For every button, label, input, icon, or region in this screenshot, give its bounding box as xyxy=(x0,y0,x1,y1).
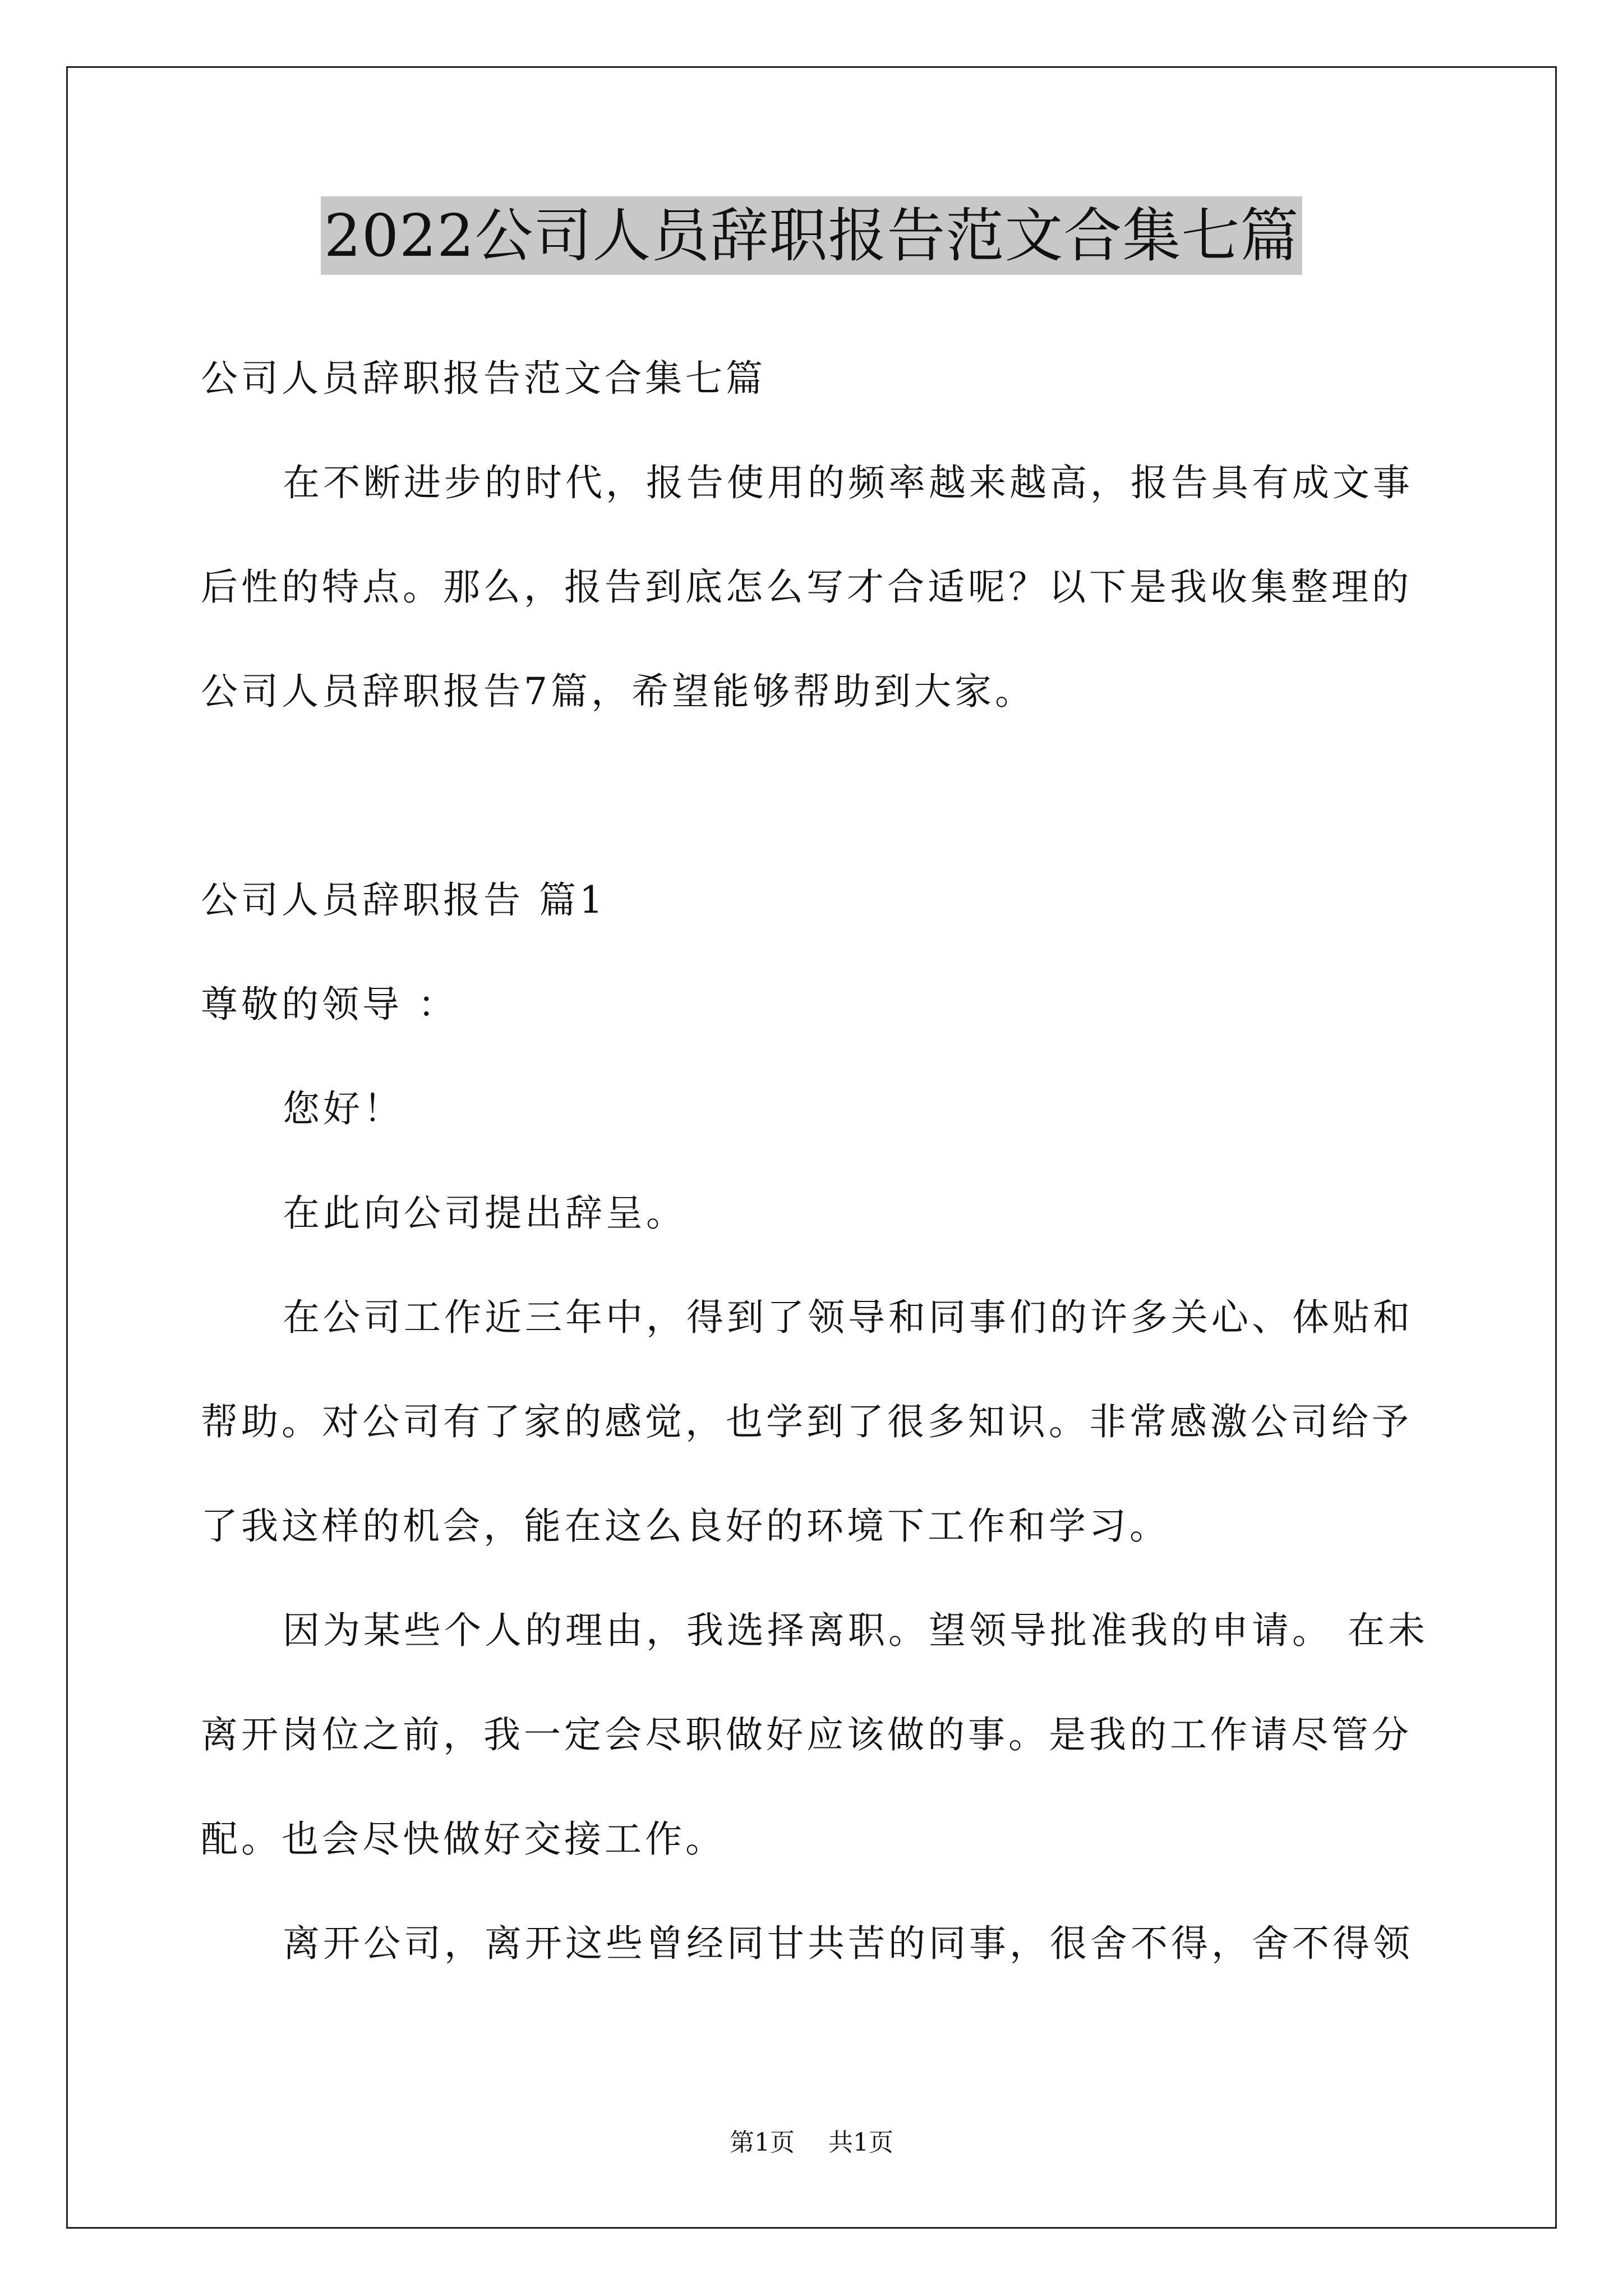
document-body xyxy=(201,348,1429,2017)
text-line: 在不断进步的时代，报告使用的频率越来越高，报告具有成文事 xyxy=(283,461,1413,504)
text-line: 公司人员辞职报告范文合集七篇 xyxy=(201,357,766,400)
text-line: 配。也会尽快做好交接工作。 xyxy=(201,1818,726,1861)
text-line: 公司人员辞职报告7篇，希望能够帮助到大家。 xyxy=(201,670,1035,713)
text-line: 帮助。对公司有了家的感觉，也学到了很多知识。非常感激公司给予 xyxy=(201,1400,1412,1443)
text-line: 因为某些个人的理由，我选择离职。望领导批准我的申请。 在未 xyxy=(283,1609,1428,1652)
text-line: 在此向公司提出辞呈。 xyxy=(283,1191,686,1235)
page-total: 共1页 xyxy=(828,2128,893,2157)
text-line: 在公司工作近三年中，得到了领导和同事们的许多关心、体贴和 xyxy=(283,1296,1413,1339)
page-footer xyxy=(0,2126,1623,2160)
text-line: 您好！ xyxy=(283,1087,404,1130)
text-line: 公司人员辞职报告 篇1 xyxy=(201,878,606,922)
document-title: 2022公司人员辞职报告范文合集七篇 xyxy=(321,196,1303,275)
text-line: 后性的特点。那么，报告到底怎么写才合适呢？以下是我收集整理的 xyxy=(201,565,1412,609)
text-line: 离开公司，离开这些曾经同甘共苦的同事，很舍不得，舍不得领 xyxy=(283,1922,1413,1965)
page-number: 第1页 xyxy=(730,2128,795,2157)
text-line: 了我这样的机会，能在这么良好的环境下工作和学习。 xyxy=(201,1504,1170,1548)
text-line: 尊敬的领导 ： xyxy=(201,983,458,1026)
title-container xyxy=(0,196,1623,275)
text-line: 离开岗位之前，我一定会尽职做好应该做的事。是我的工作请尽管分 xyxy=(201,1713,1412,1756)
